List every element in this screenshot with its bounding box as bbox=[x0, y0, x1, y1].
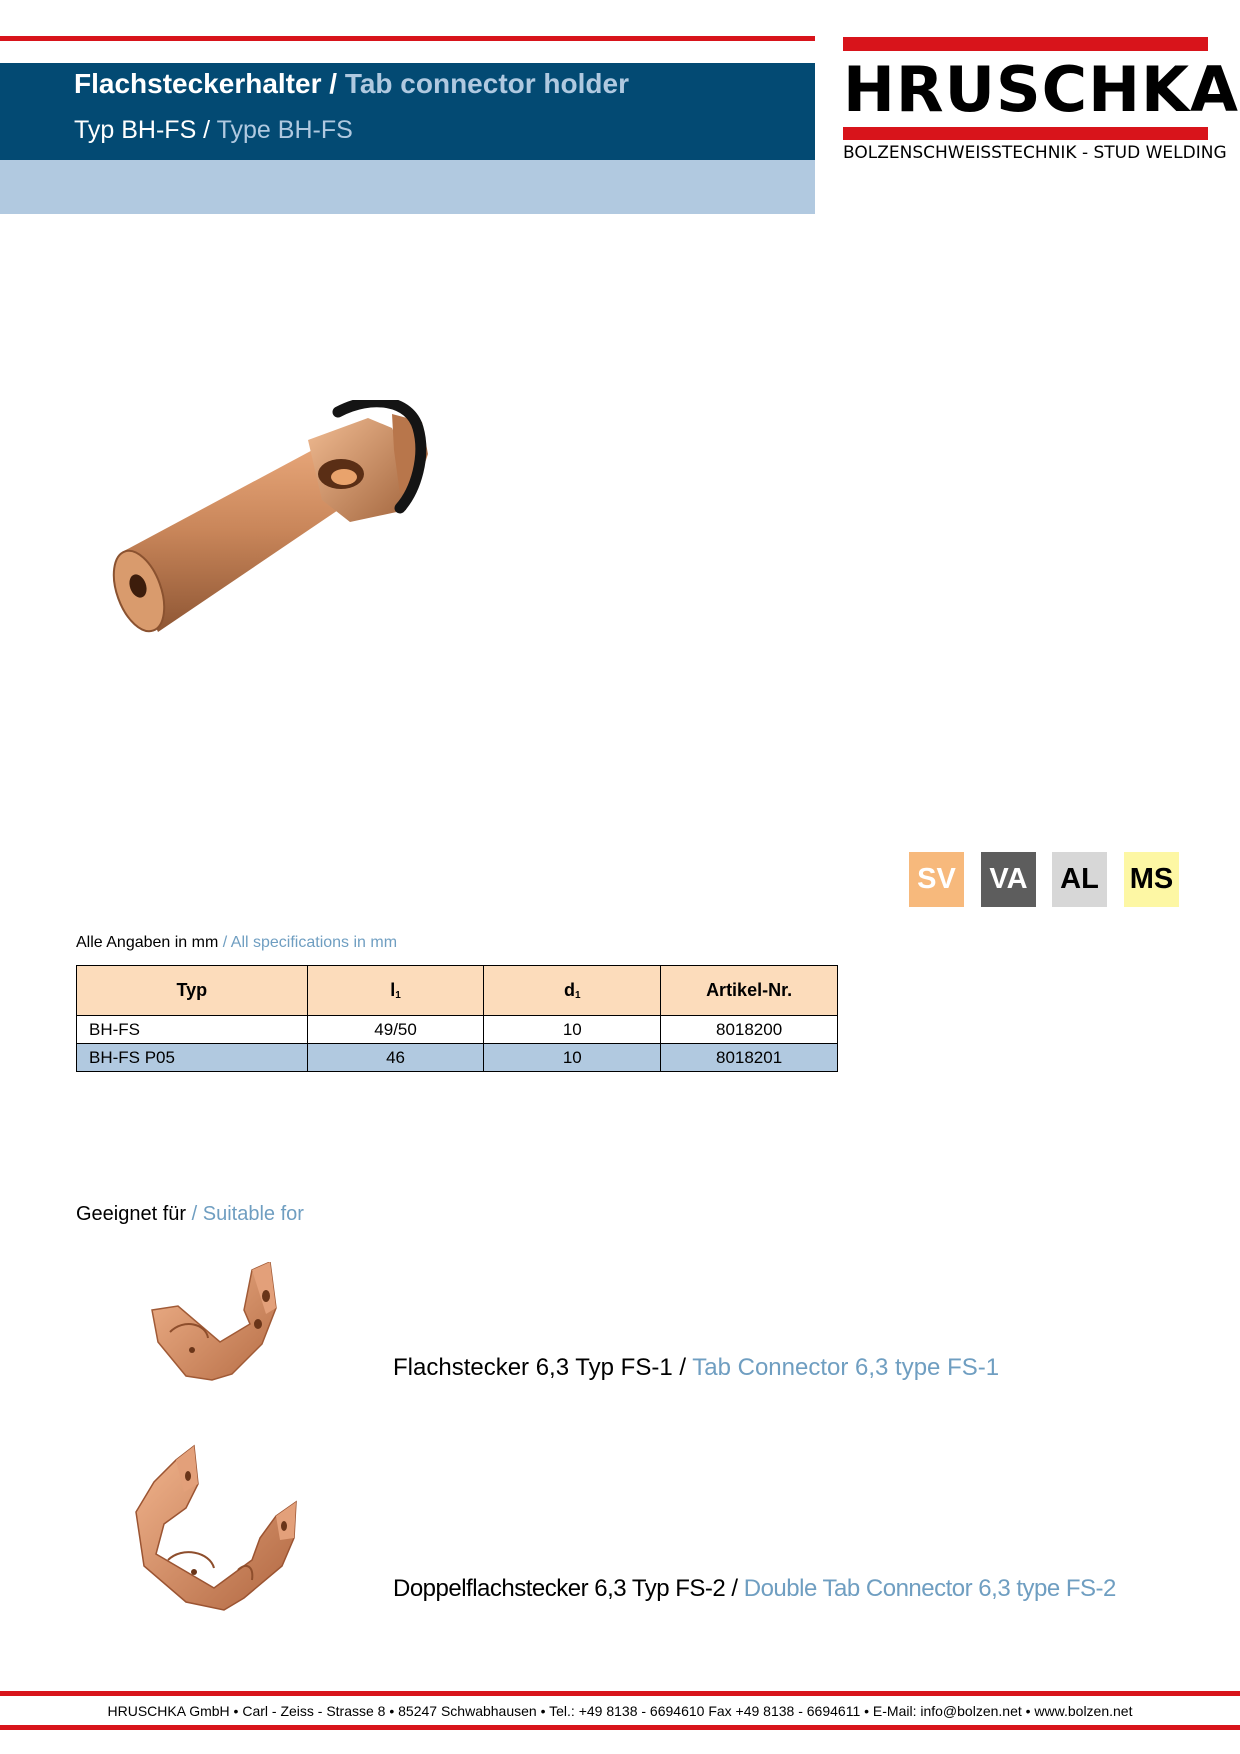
cell-l1: 46 bbox=[307, 1044, 484, 1072]
spec-note bbox=[76, 934, 397, 952]
cell-artikel: 8018200 bbox=[661, 1016, 838, 1044]
logo-red-bar-top bbox=[843, 37, 1208, 51]
suitable-for-en: / Suitable for bbox=[191, 1203, 304, 1225]
header-l1-main: l bbox=[390, 980, 396, 1000]
page-subtitle-de: Typ BH-FS / bbox=[74, 116, 211, 144]
spec-note-en: / All specifications in mm bbox=[222, 934, 398, 951]
header-red-rule bbox=[0, 36, 815, 41]
suitable-for-de: Geeignet für bbox=[76, 1203, 187, 1225]
cell-typ: BH-FS P05 bbox=[77, 1044, 308, 1072]
cell-l1: 49/50 bbox=[307, 1016, 484, 1044]
company-logo: HRUSCHKA bbox=[843, 53, 1240, 126]
header-light-band bbox=[0, 160, 815, 214]
accessory-fs2-en: Double Tab Connector 6,3 type FS-2 bbox=[743, 1575, 1116, 1602]
spec-note-de: Alle Angaben in mm bbox=[76, 934, 219, 951]
header-l1-sub: 1 bbox=[395, 990, 401, 1001]
tab-connector-holder-image bbox=[110, 400, 500, 680]
tab-connector-fs1-image bbox=[148, 1262, 288, 1392]
material-badge-va: VA bbox=[981, 852, 1036, 907]
header-d1-main: d bbox=[564, 980, 576, 1000]
header-artikel: Artikel-Nr. bbox=[661, 966, 838, 1016]
table-row bbox=[77, 1016, 838, 1044]
header-l1 bbox=[307, 966, 484, 1016]
header-d1-sub: 1 bbox=[575, 990, 581, 1001]
footer-red-rule-bottom bbox=[0, 1725, 1240, 1730]
page-title bbox=[74, 68, 629, 100]
page-subtitle bbox=[74, 116, 353, 145]
material-badge-sv: SV bbox=[909, 852, 964, 907]
page-title-de: Flachsteckerhalter / bbox=[74, 68, 338, 99]
accessory-fs1-de: Flachstecker 6,3 Typ FS-1 / bbox=[393, 1354, 687, 1381]
footer-contact: HRUSCHKA GmbH • Carl - Zeiss - Strasse 8 • 85247 Schwabhausen • Tel.: +49 8138 - 6694610 Fax +49 8138 - 6694611 • E-Mail: info@bolzen.net • www.bolzen.net bbox=[107, 1703, 1133, 1719]
page-title-en: Tab connector holder bbox=[344, 68, 629, 99]
accessory-fs2-de: Doppelflachstecker 6,3 Typ FS-2 / bbox=[393, 1575, 738, 1602]
logo-red-bar-bottom bbox=[843, 127, 1208, 140]
footer-red-rule-top bbox=[0, 1691, 1240, 1696]
cell-artikel: 8018201 bbox=[661, 1044, 838, 1072]
cell-d1: 10 bbox=[484, 1016, 661, 1044]
header-d1 bbox=[484, 966, 661, 1016]
header-typ: Typ bbox=[77, 966, 308, 1016]
page-subtitle-en: Type BH-FS bbox=[216, 116, 353, 144]
cell-d1: 10 bbox=[484, 1044, 661, 1072]
material-badge-al: AL bbox=[1052, 852, 1107, 907]
table-header-row bbox=[77, 966, 838, 1016]
accessory-fs2-label bbox=[393, 1575, 1116, 1603]
logo-tagline: BOLZENSCHWEISSTECHNIK - STUD WELDING bbox=[843, 143, 1227, 163]
suitable-for-heading bbox=[76, 1203, 304, 1226]
accessory-fs1-label bbox=[393, 1354, 999, 1382]
material-badge-ms: MS bbox=[1124, 852, 1179, 907]
spec-table bbox=[76, 965, 838, 1072]
accessory-fs1-en: Tab Connector 6,3 type FS-1 bbox=[692, 1354, 1000, 1381]
table-row bbox=[77, 1044, 838, 1072]
cell-typ: BH-FS bbox=[77, 1016, 308, 1044]
double-tab-connector-fs2-image bbox=[134, 1442, 299, 1612]
